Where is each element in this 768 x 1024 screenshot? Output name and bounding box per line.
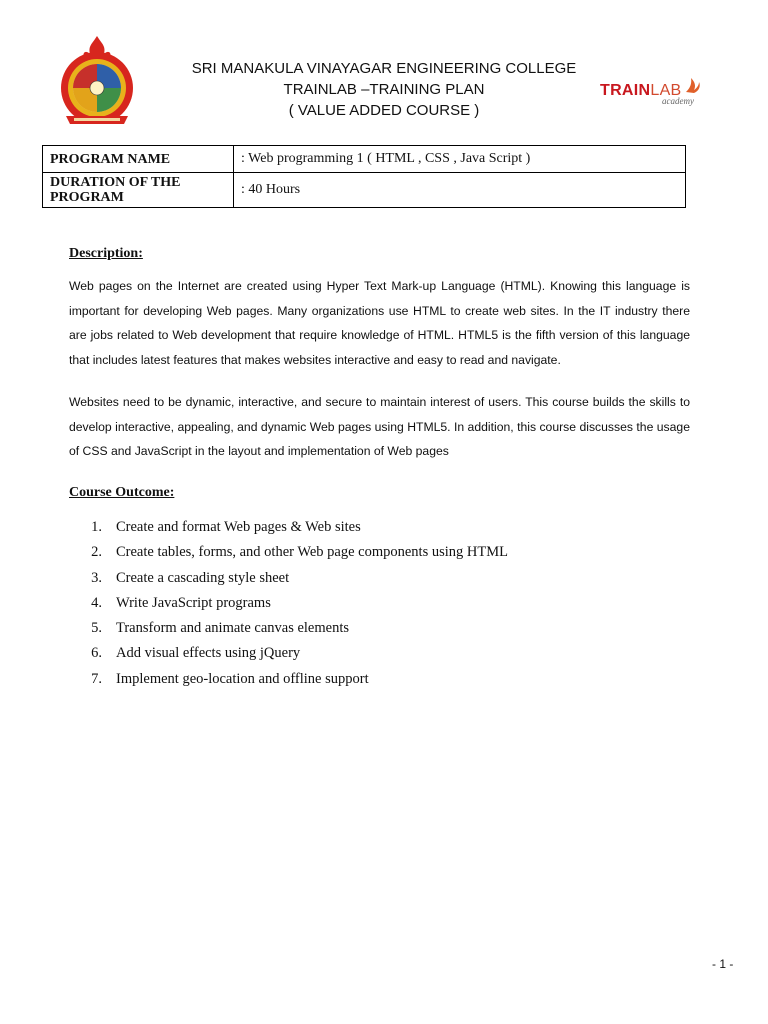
program-name-value: : Web programming 1 ( HTML , CSS , Java Script ) [234,146,686,173]
list-item-text: Add visual effects using jQuery [116,645,301,662]
trainlab-academy-text: academy [662,96,694,106]
duration-label: DURATION OF THE PROGRAM [43,173,234,208]
table-row [43,146,686,173]
college-emblem-logo [52,34,142,130]
list-item-text: Create and format Web pages & Web sites [116,519,361,535]
list-item-text: Implement geo-location and offline support [116,670,369,687]
plan-title: TRAINLAB –TRAINING PLAN [283,81,485,98]
trainlab-logo [600,76,710,108]
trainlab-lab-text: LAB [650,82,682,99]
list-item-number: 7. [91,670,102,687]
list-item [69,540,508,565]
description-paragraph: Web pages on the Internet are created using Hyper Text Mark-up Language (HTML). Knowing this language is important for developing Web pages. Many organizations use HTML to create web sites. In the IT industry there are jobs related to Web development that require knowledge of HTML. HTML5 is the fifth version of this language that includes latest features that makes websites interactive and easy to read and navigate. [69,279,690,368]
list-item-text: Create tables, forms, and other Web page components using HTML [116,544,508,561]
page-number: - 1 - [712,957,734,971]
list-item-number: 3. [91,569,102,586]
program-info-table [42,145,686,208]
list-item [69,591,508,616]
list-item [69,641,508,666]
list-item-number: 4. [91,594,102,611]
list-item-number: 6. [91,645,102,662]
list-item-text: Create a cascading style sheet [116,569,290,586]
list-item-text: Write JavaScript programs [116,594,271,611]
list-item [69,566,508,591]
description-paragraph: Websites need to be dynamic, interactive, and secure to maintain interest of users. This course builds the skills to develop interactive, appealing, and dynamic Web pages using HTML5. In addition, this course discusses the usage of CSS and JavaScript in the layout and implementation of Web pages [69,395,690,459]
list-item [69,616,508,641]
description-heading: Description: [69,246,143,261]
list-item [69,667,508,692]
list-item [69,515,508,540]
course-type: ( VALUE ADDED COURSE ) [288,102,480,119]
course-outcome-heading: Course Outcome: [69,485,175,500]
table-row [43,173,686,208]
trainlab-train-text: TRAIN [600,82,651,99]
list-item-text: Transform and animate canvas elements [116,620,350,637]
duration-value: : 40 Hours [234,173,686,208]
program-name-label: PROGRAM NAME [43,146,234,173]
document-header [170,58,598,121]
flame-icon [684,76,702,94]
list-item-number: 2. [91,544,102,561]
college-name: SRI MANAKULA VINAYAGAR ENGINEERING COLLEGE [191,60,577,77]
course-outcome-list [69,515,508,692]
list-item-number: 5. [91,620,102,637]
list-item-number: 1. [91,519,102,535]
